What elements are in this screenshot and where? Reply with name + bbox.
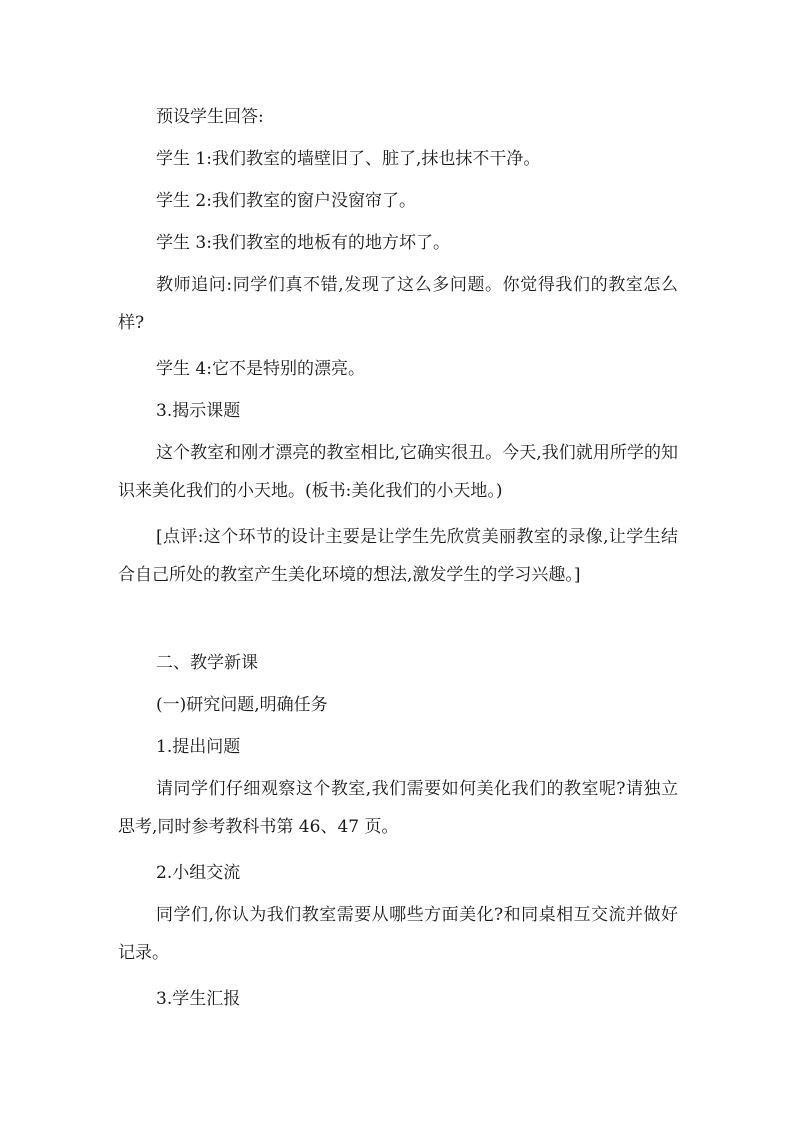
paragraph-preset-answers: 预设学生回答: xyxy=(156,107,264,127)
heading-group-discussion: 2.小组交流 xyxy=(156,863,241,883)
heading-reveal-topic: 3.揭示课题 xyxy=(156,401,241,421)
paragraph-student-3: 学生 3:我们教室的地板有的地方坏了。 xyxy=(156,233,450,253)
heading-student-report: 3.学生汇报 xyxy=(156,989,241,1009)
heading-new-lesson: 二、教学新课 xyxy=(156,653,258,673)
paragraph-student-2: 学生 2:我们教室的窗户没窗帘了。 xyxy=(156,191,416,211)
paragraph-commentary: [点评:这个环节的设计主要是让学生先欣赏美丽教室的录像,让学生结合自己所处的教室产生美化环境的想法,激发学生的学习兴趣。] xyxy=(118,527,678,585)
paragraph-topic-intro: 这个教室和刚才漂亮的教室相比,它确实很丑。今天,我们就用所学的知识来美化我们的小天地。(板书:美化我们的小天地。) xyxy=(118,443,678,501)
paragraph-teacher-question: 教师追问:同学们真不错,发现了这么多问题。你觉得我们的教室怎么样? xyxy=(118,275,678,333)
paragraph-discussion-task: 同学们,你认为我们教室需要从哪些方面美化?和同桌相互交流并做好记录。 xyxy=(118,905,678,963)
heading-raise-question: 1.提出问题 xyxy=(156,737,241,757)
paragraph-student-1: 学生 1:我们教室的墙壁旧了、脏了,抹也抹不干净。 xyxy=(156,149,541,169)
heading-research-problem: (一)研究问题,明确任务 xyxy=(156,695,328,715)
paragraph-observe-classroom: 请同学们仔细观察这个教室,我们需要如何美化我们的教室呢?请独立思考,同时参考教科书第 46、47 页。 xyxy=(118,779,678,837)
paragraph-student-4: 学生 4:它不是特别的漂亮。 xyxy=(156,359,365,379)
